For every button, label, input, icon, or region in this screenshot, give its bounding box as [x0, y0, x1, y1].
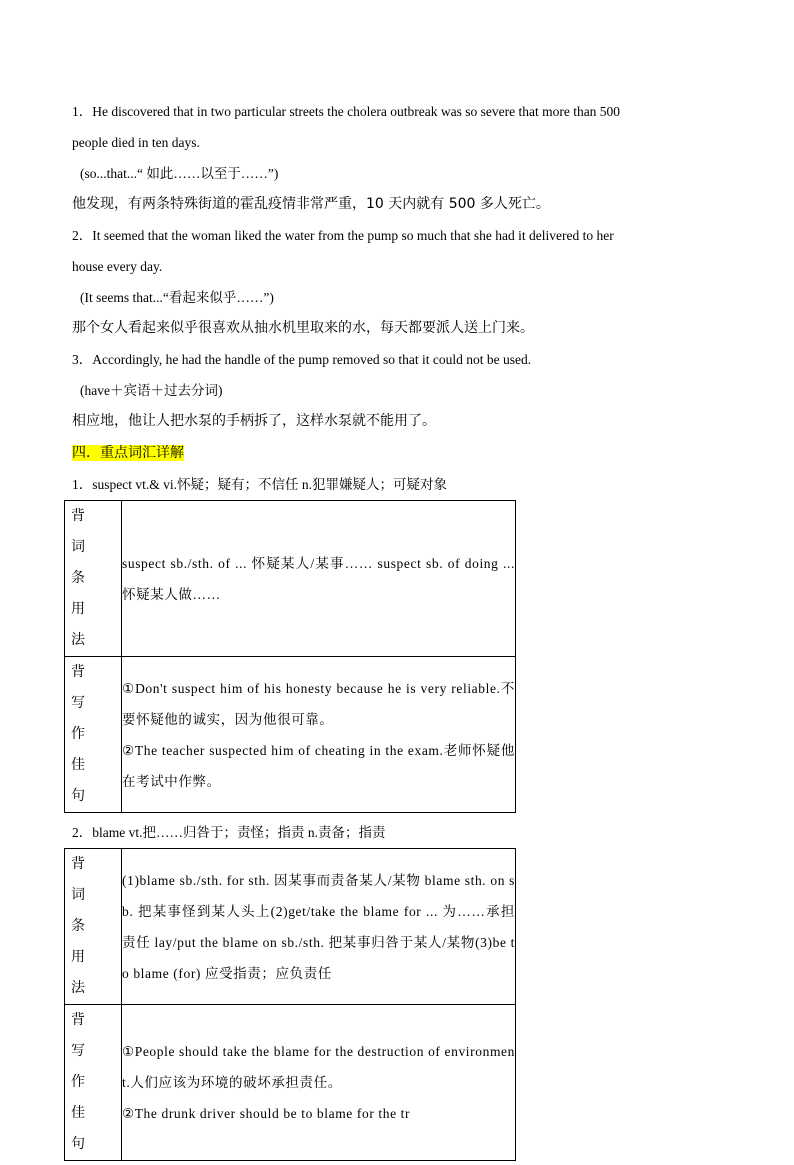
example-sentence: ①Don't suspect him of his honesty because he is very reliable.不要怀疑他的诚实，因为他很可靠。	[122, 680, 515, 727]
vocab-title: 1．suspect vt.& vi.怀疑；疑有；不信任 n.犯罪嫌疑人；可疑对象	[72, 477, 447, 492]
sentence-2-translation: 那个女人看起来似乎很喜欢从抽水机里取来的水，每天都要派人送上门来。	[72, 320, 534, 336]
sentence-3	[72, 344, 722, 437]
sentence-2	[72, 220, 722, 344]
usage-row	[65, 849, 516, 1005]
sentence-1	[72, 96, 722, 220]
example-row	[65, 1005, 516, 1161]
usage-row	[65, 501, 516, 657]
section-heading: 四．重点词汇详解	[72, 445, 184, 461]
usage-content: suspect sb./sth. of ... 怀疑某人/某事…… suspect sb. of doing ... 怀疑某人做……	[122, 501, 516, 657]
usage-content: (1)blame sb./sth. for sth. 因某事而责备某人/某物 blame sth. on sb. 把某事怪到某人头上(2)get/take the blame for ... 为……承担责任 lay/put the blame on sb./sth. 把某事归咎于某人/某物(3)be to blame (for) 应受指责；应负责任	[122, 849, 516, 1005]
document-page	[72, 96, 722, 1165]
sentence-1-en-line2: people died in ten days.	[72, 135, 200, 150]
example-label: 背写作佳句	[71, 664, 97, 804]
sentence-2-en-line2: house every day.	[72, 259, 163, 274]
vocab-table	[64, 848, 516, 1161]
example-sentence: ①People should take the blame for the destruction of environment.人们应该为环境的破坏承担责任。	[122, 1044, 515, 1090]
sentence-3-note: (have＋宾语＋过去分词)	[80, 383, 223, 398]
example-label: 背写作佳句	[71, 1012, 97, 1152]
usage-label: 背词条用法	[71, 508, 97, 648]
sentence-1-en-line1: 1．He discovered that in two particular streets the cholera outbreak was so severe that more than 500	[72, 104, 621, 119]
sentence-2-en-line1: 2．It seemed that the woman liked the water from the pump so much that she had it delivered to her	[72, 228, 614, 243]
sentence-2-note: (It seems that...“看起来似乎……”)	[80, 290, 274, 305]
sentence-1-translation: 他发现，有两条特殊街道的霍乱疫情非常严重，10 天内就有 500 多人死亡。	[72, 196, 550, 212]
example-sentence: ②The teacher suspected him of cheating in the exam.老师怀疑他在考试中作弊。	[122, 742, 515, 789]
vocab-title: 2．blame vt.把……归咎于；责怪；指责 n.责备；指责	[72, 825, 386, 840]
sentence-3-en-line1: 3．Accordingly, he had the handle of the pump removed so that it could not be used.	[72, 352, 532, 367]
sentence-1-note: (so...that...“ 如此……以至于……”)	[80, 166, 279, 181]
usage-label: 背词条用法	[71, 856, 97, 996]
example-row	[65, 657, 516, 813]
vocab-table	[64, 500, 516, 813]
sentence-3-translation: 相应地，他让人把水泵的手柄拆了，这样水泵就不能用了。	[72, 413, 436, 429]
vocab-entry-blame	[72, 817, 722, 1161]
example-sentence: ②The drunk driver should be to blame for the tr	[122, 1106, 411, 1121]
vocab-entry-suspect	[72, 469, 722, 813]
